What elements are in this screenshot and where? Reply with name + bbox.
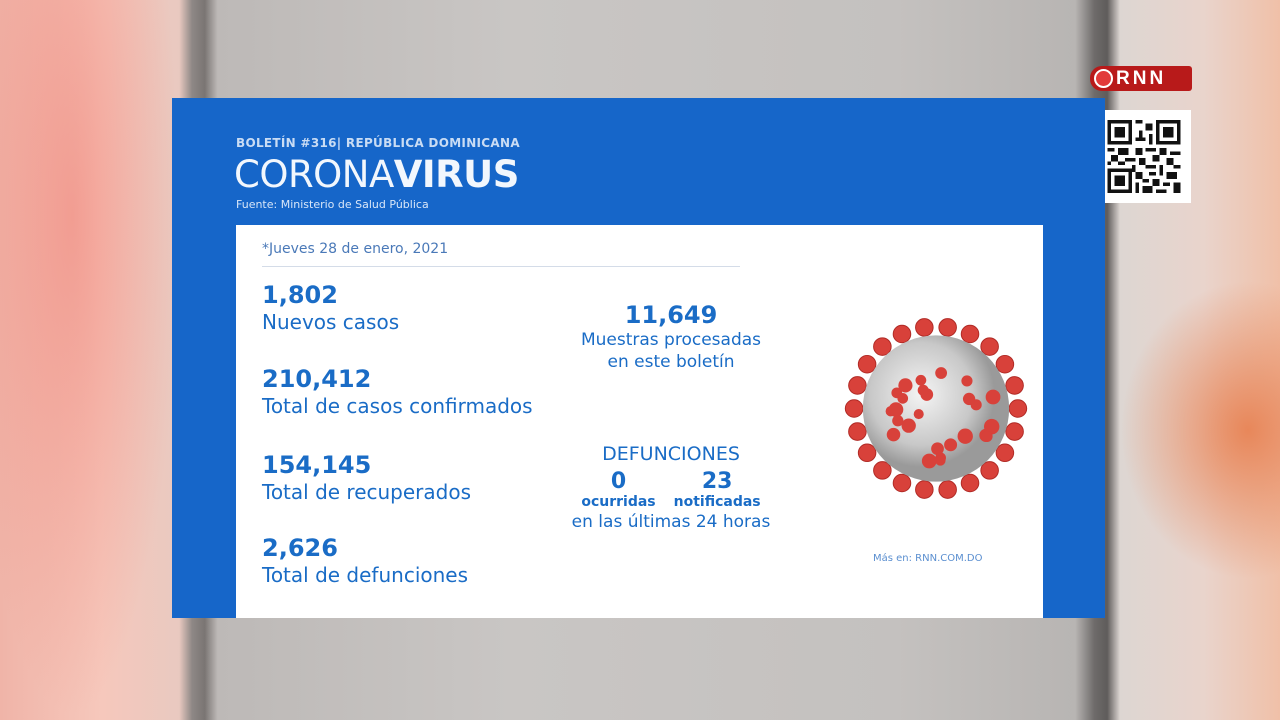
stat-label: Total de casos confirmados (262, 394, 533, 418)
deaths-occurred-label: ocurridas (581, 494, 656, 510)
stat-deaths-total (262, 534, 468, 588)
spike (874, 338, 892, 356)
spike (902, 418, 916, 432)
spike (916, 319, 934, 337)
channel-logo (1090, 66, 1192, 91)
stat-label: Total de recuperados (262, 480, 472, 504)
spike (961, 474, 979, 492)
stat-value: 210,412 (262, 365, 372, 393)
background-glow (1120, 280, 1280, 580)
logo-emblem-icon (1094, 69, 1113, 88)
spike (961, 325, 979, 343)
samples-value: 11,649 (624, 301, 718, 329)
deaths-period: en las últimas 24 horas (571, 512, 771, 532)
stat-value: 2,626 (262, 534, 338, 562)
logo-text: RNN (1116, 68, 1167, 89)
spike (935, 367, 947, 379)
spike (996, 444, 1014, 462)
spike (996, 355, 1014, 373)
spike (916, 481, 934, 499)
spike (981, 462, 999, 480)
deaths-title: DEFUNCIONES (602, 443, 740, 465)
spike (858, 355, 876, 373)
title-bold: VIRUS (393, 153, 519, 196)
qr-code (1097, 110, 1191, 203)
stat-new-cases (262, 281, 399, 335)
spike (1006, 423, 1024, 441)
spike (845, 400, 863, 418)
spike (893, 325, 911, 343)
coronavirus-illustration-icon (836, 311, 1036, 506)
spike (963, 393, 975, 405)
samples-label: Muestras procesadas (580, 330, 762, 350)
spike (889, 402, 904, 417)
bulletin-number: BOLETÍN #316| REPÚBLICA DOMINICANA (236, 136, 520, 150)
spike (858, 444, 876, 462)
spike (961, 375, 972, 386)
covid-bulletin-card (172, 98, 1105, 618)
stat-label: Nuevos casos (262, 310, 400, 334)
stat-label: Total de defunciones (262, 563, 469, 587)
spike (918, 385, 929, 396)
spike (981, 338, 999, 356)
source: Fuente: Ministerio de Salud Pública (236, 198, 429, 211)
spike (849, 377, 867, 395)
spike (958, 429, 973, 444)
bulletin-title (234, 153, 519, 196)
deaths-notified-value: 23 (701, 469, 733, 494)
spike (986, 390, 1001, 405)
spike (892, 415, 903, 426)
spike (922, 454, 937, 469)
more-info-link: Más en: RNN.COM.DO (873, 553, 983, 564)
deaths-block (556, 442, 786, 534)
spike (1006, 377, 1024, 395)
spike (887, 428, 901, 442)
spike (935, 455, 946, 466)
background-glow (0, 0, 180, 720)
spike (939, 481, 957, 499)
qr-code-icon (1107, 120, 1181, 193)
spike (893, 474, 911, 492)
stat-confirmed (262, 365, 533, 419)
spike (874, 462, 892, 480)
spike (898, 378, 912, 392)
stats-panel (236, 225, 1043, 618)
samples-block (556, 301, 786, 373)
spike (914, 409, 924, 419)
deaths-occurred-value: 0 (610, 469, 627, 494)
deaths-notified-label: notificadas (673, 494, 761, 510)
title-light: CORONA (234, 153, 394, 196)
divider (262, 266, 740, 267)
stat-value: 1,802 (262, 281, 338, 309)
stat-recovered (262, 451, 471, 505)
spike (849, 423, 867, 441)
spike (1009, 400, 1027, 418)
stat-value: 154,145 (262, 451, 372, 479)
spike (897, 393, 908, 404)
bulletin-date: *Jueves 28 de enero, 2021 (262, 241, 449, 257)
samples-label-2: en este boletín (607, 352, 735, 372)
spike (944, 438, 957, 451)
spike (981, 431, 992, 442)
spike (939, 319, 957, 337)
spike (916, 375, 927, 386)
